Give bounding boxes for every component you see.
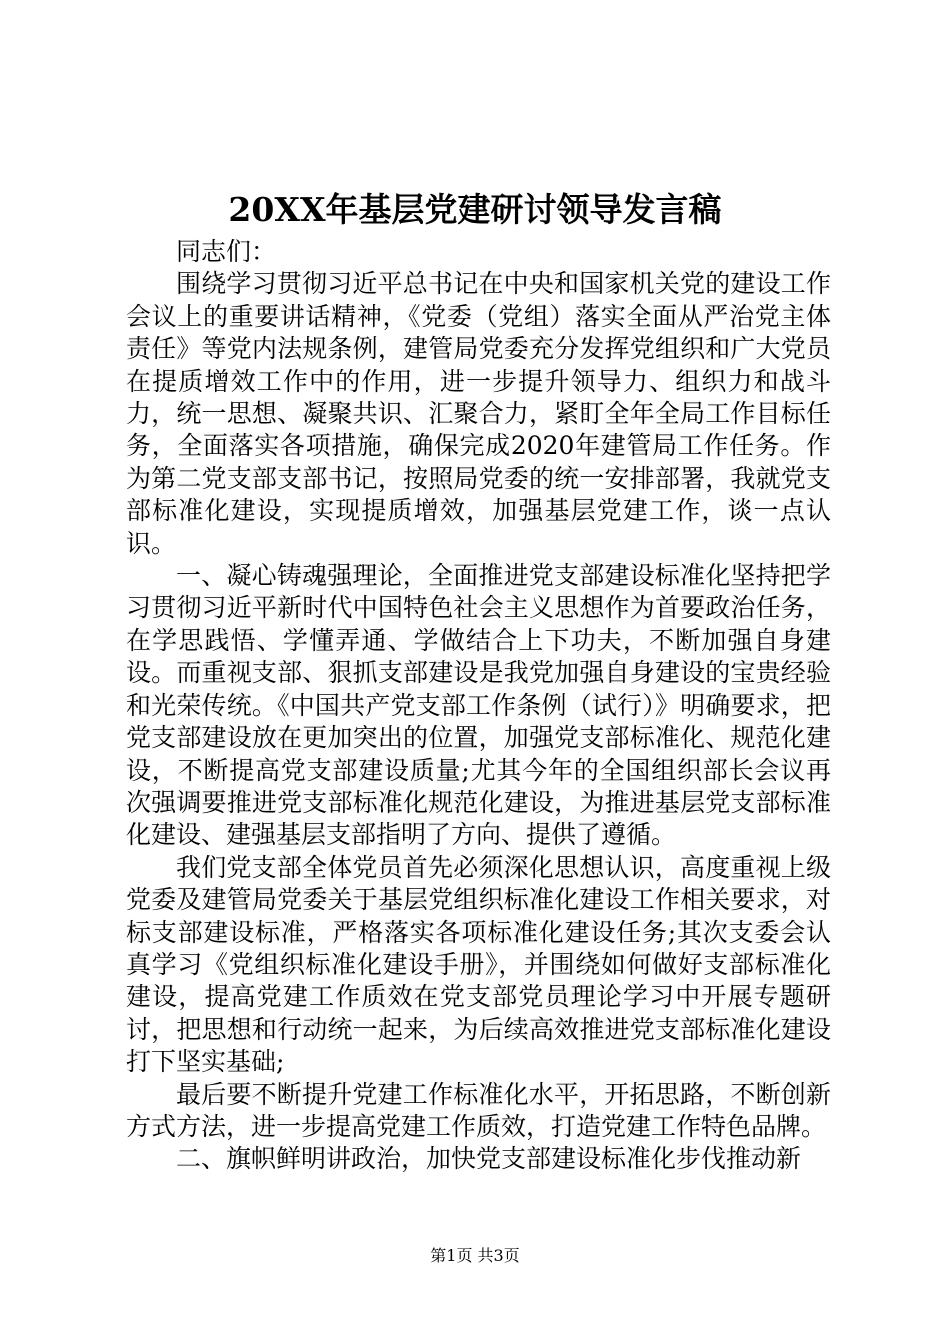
body-paragraph: 最后要不断提升党建工作标准化水平，开拓思路，不断创新方式方法，进一步提高党建工作质效，打造党建工作特色品牌。: [126, 1079, 831, 1141]
section-one-paragraph: 一、凝心铸魂强理论，全面推进党支部建设标准化坚持把学习贯彻习近平新时代中国特色社会主义思想作为首要政治任务，在学思践悟、学懂弄通、学做结合上下功夫，不断加强自身建设。而重视支部、狠抓支部建设是我党加强自身建设的宝贵经验和光荣传统。《中国共产党支部工作条例（试行）》明确要求，把党支部建设放在更加突出的位置，加强党支部标准化、规范化建设，不断提高党支部建设质量;尤其今年的全国组织部长会议再次强调要推进党支部标准化规范化建设，为推进基层党支部标准化建设、建强基层支部指明了方向、提供了遵循。: [126, 561, 831, 850]
page-number-footer: 第1页 共3页: [430, 1246, 520, 1265]
document-body: [126, 236, 831, 1176]
salutation-paragraph: 同志们：: [176, 237, 277, 266]
section-two-paragraph: 二、旗帜鲜明讲政治，加快党支部建设标准化步伐推动新: [176, 1144, 802, 1174]
body-paragraph: 我们党支部全体党员首先必须深化思想认识，高度重视上级党委及建管局党委关于基层党组织标准化建设工作相关要求，对标支部建设标准，严格落实各项标准化建设任务;其次支委会认真学习《党组织标准化建设手册》，并围绕如何做好支部标准化建设，提高党建工作质效在党支部党员理论学习中开展专题研讨，把思想和行动统一起来，为后续高效推进党支部标准化建设打下坚实基础;: [126, 852, 831, 1077]
intro-paragraph: 围绕学习贯彻习近平总书记在中央和国家机关党的建设工作会议上的重要讲话精神，《党委（党组）落实全面从严治党主体责任》等党内法规条例，建管局党委充分发挥党组织和广大党员在提质增效工作中的作用，进一步提升领导力、组织力和战斗力，统一思想、凝聚共识、汇聚合力，紧盯全年全局工作目标任务，全面落实各项措施，确保完成2020年建管局工作任务。作为第二党支部支部书记，按照局党委的统一安排部署，我就党支部标准化建设，实现提质增效，加强基层党建工作，谈一点认识。: [126, 269, 831, 558]
document-title: 20XX年基层党建研讨领导发言稿: [228, 190, 722, 229]
